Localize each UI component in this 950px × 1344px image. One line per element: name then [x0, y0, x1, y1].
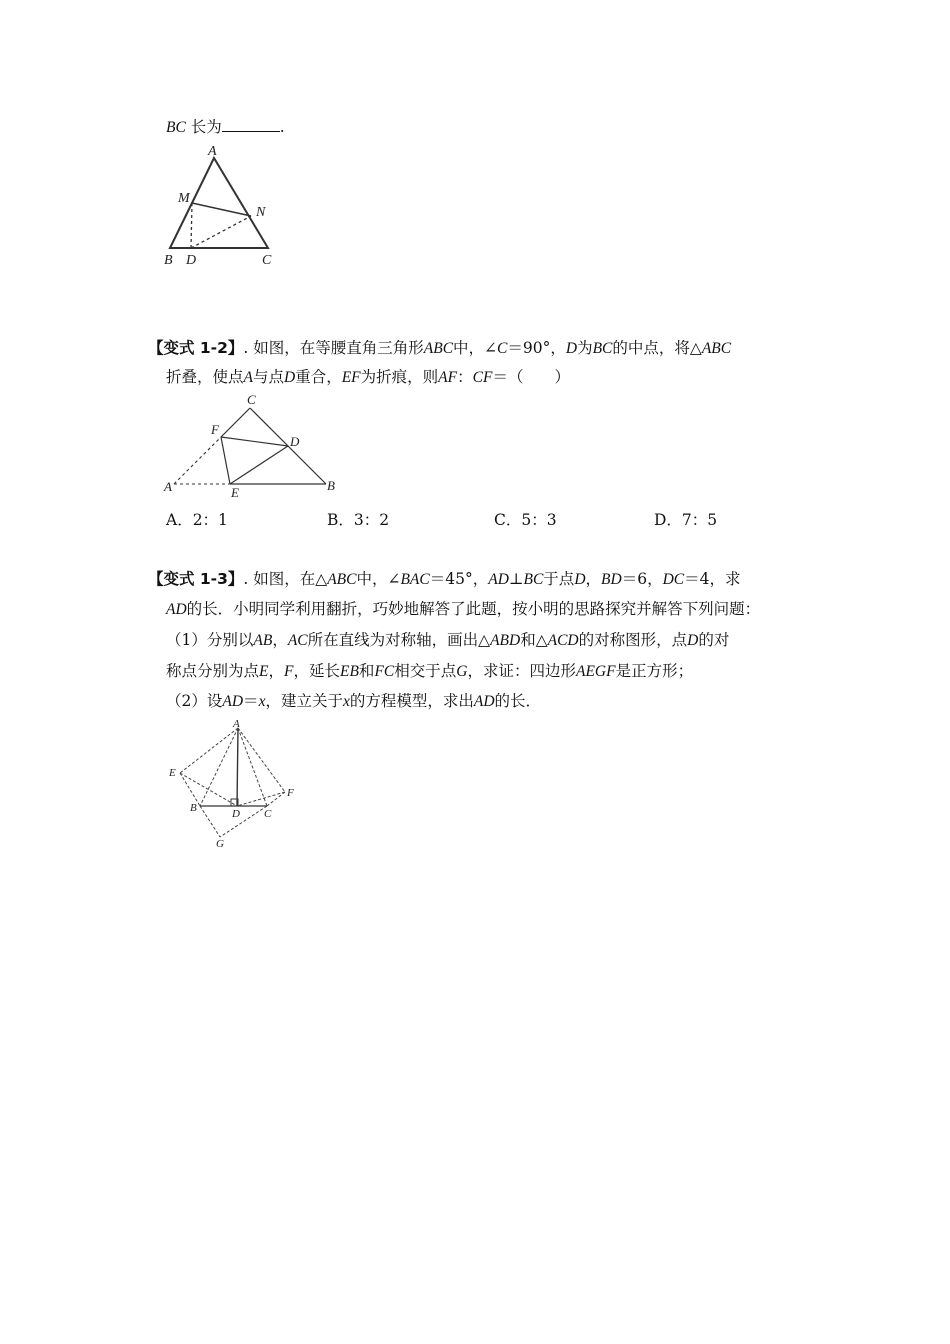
q2-option-d[interactable]: D．7：5	[654, 511, 718, 529]
segment-af-dashed	[174, 437, 221, 484]
label-a: A	[233, 718, 240, 730]
answer-blank[interactable]	[222, 116, 280, 132]
segment-fd-dashed	[237, 792, 285, 806]
label-m: M	[178, 191, 190, 206]
figure-triangle-mn	[160, 140, 290, 270]
q3-line-5: （2）设AD＝x，建立关于x的方程模型，求出AD的长．	[166, 692, 542, 710]
q3-line-1: 【变式 1-3】. 如图，在△ABC中，∠BAC＝45°，AD⊥BC于点D，BD＝6，DC＝4，求	[148, 570, 741, 588]
segment-cg-dashed	[220, 806, 267, 837]
segment-cf	[221, 408, 250, 437]
label-d: D	[232, 808, 240, 820]
figure-square-aegf	[160, 716, 310, 851]
q2-line-2: 折叠，使点A与点D重合，EF为折痕，则AF：CF＝（ ）	[166, 368, 570, 386]
segment-ae-dashed	[180, 728, 238, 773]
label-f: F	[287, 787, 294, 799]
segment-md-dashed	[191, 203, 192, 248]
label-c: C	[247, 392, 256, 407]
q3-tag: 【变式 1-3】	[148, 570, 244, 588]
label-b: B	[327, 478, 335, 493]
label-d: D	[186, 253, 197, 268]
q1-answer-line: BC 长为 .	[166, 118, 285, 136]
segment-fe	[221, 437, 230, 484]
label-d: D	[290, 434, 300, 449]
segment-af-dashed	[238, 728, 285, 792]
segment-ab-dashed	[200, 728, 238, 806]
label-a: A	[164, 479, 172, 494]
q1-bc: BC	[166, 119, 186, 136]
label-e: E	[169, 767, 176, 779]
label-n: N	[256, 205, 266, 220]
label-f: F	[211, 422, 219, 437]
segment-bg-dashed	[200, 806, 220, 837]
segment-ad	[237, 728, 238, 806]
segment-fd	[221, 437, 288, 446]
q3-line-2: AD的长．小明同学利用翻折，巧妙地解答了此题，按小明的思路探究并解答下列问题：	[166, 600, 761, 618]
segment-fc-dashed	[267, 792, 285, 806]
label-e: E	[231, 485, 239, 500]
label-c: C	[264, 808, 272, 820]
label-b: B	[190, 802, 197, 814]
segment-de	[230, 446, 288, 484]
q2-option-b[interactable]: B．3：2	[327, 511, 390, 529]
q3-line-4: 称点分别为点E，F，延长EB和FC相交于点G，求证：四边形AEGF是正方形；	[166, 662, 694, 680]
label-b: B	[164, 253, 173, 268]
q2-line-1: 【变式 1-2】. 如图，在等腰直角三角形ABC中，∠C＝90°，D为BC的中点，将△ABC	[148, 339, 732, 357]
q2-option-a[interactable]: A．2：1	[166, 511, 228, 529]
segment-dn-dashed	[191, 216, 251, 248]
figure-fold-triangle	[160, 392, 350, 507]
label-a: A	[208, 144, 217, 159]
q1-text: 长为	[190, 118, 222, 136]
segment-ed-dashed	[180, 773, 237, 806]
q3-line-3: （1）分别以AB，AC所在直线为对称轴，画出△ABD和△ACD的对称图形，点D的对	[166, 631, 730, 649]
q2-tag: 【变式 1-2】	[148, 339, 244, 357]
segment-ac-dashed	[238, 728, 267, 806]
label-c: C	[262, 253, 272, 268]
q2-option-c[interactable]: C．5：3	[494, 511, 557, 529]
label-g: G	[216, 838, 224, 850]
